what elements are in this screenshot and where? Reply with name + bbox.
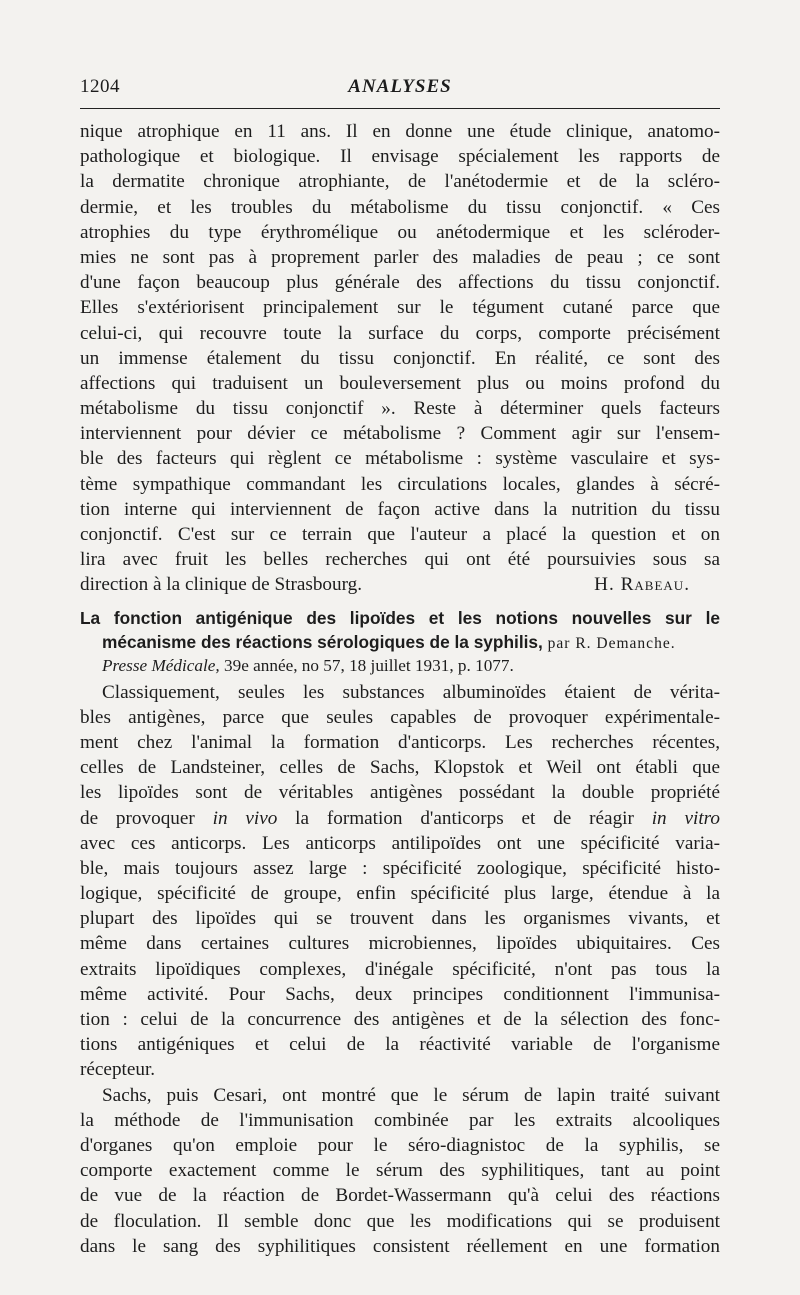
text-line: Classiquement, seules les substances albuminoïdes étaient de vérita- bbox=[102, 681, 720, 703]
text-line: plupart des lipoïdes qui se trouvent dans les organismes vivants, et bbox=[80, 908, 720, 930]
text-line: ble des facteurs qui règlent ce métabolisme : système vasculaire et sys- bbox=[80, 448, 720, 470]
previous-review-body bbox=[80, 119, 720, 572]
text-line: ment chez l'animal la formation d'anticorps. Les recherches récentes, bbox=[80, 731, 720, 753]
text-line: tème sympathique commandant les circulations locales, glandes à sécré- bbox=[80, 473, 720, 495]
page bbox=[80, 70, 720, 1259]
text-line: atrophies du type érythromélique ou anétodermique et les scléroder- bbox=[80, 221, 720, 243]
text-line: un immense étalement du tissu conjonctif. En réalité, ce sont des bbox=[80, 347, 720, 369]
text-line: nique atrophique en 11 ans. Il en donne une étude clinique, anatomo- bbox=[80, 121, 720, 142]
page-number: 1204 bbox=[80, 76, 120, 97]
running-head bbox=[80, 70, 720, 102]
text-line: ble, mais toujours assez large : spécificité zoologique, spécificité histo- bbox=[80, 857, 720, 879]
text-line: celui-ci, qui recouvre toute la surface du corps, comporte précisément bbox=[80, 322, 720, 344]
text-line: la méthode de l'immunisation combinée par les extraits alcooliques bbox=[80, 1109, 720, 1131]
text-line: les lipoïdes sont de véritables antigènes possédant la double propriété bbox=[80, 782, 720, 804]
text-line: conjonctif. C'est sur ce terrain que l'auteur a placé la question et on bbox=[80, 524, 720, 545]
article-entry bbox=[80, 606, 720, 1259]
article-title-line-2 bbox=[80, 630, 720, 654]
previous-review-closing-text: direction à la clinique de Strasbourg. bbox=[80, 574, 363, 596]
text-line: dans le sang des syphilitiques consistent réellement en une formation bbox=[80, 1235, 720, 1257]
text-line: avec ces anticorps. Les anticorps antilipoïdes ont une spécificité varia- bbox=[80, 832, 720, 854]
text-line: la dermatite chronique atrophiante, de l'anétodermie et de la scléro- bbox=[80, 171, 720, 193]
text-line: dermie, et les troubles du métabolisme du tissu conjonctif. « Ces bbox=[80, 196, 720, 218]
text-line: interviennent pour dévier ce métabolisme ? Comment agir sur l'ensem- bbox=[80, 423, 720, 445]
text-line: tion interne qui interviennent de façon active dans la nutrition du tissu bbox=[80, 498, 720, 520]
text-line: celles de Landsteiner, celles de Sachs, Klopstok et Weil ont établi que bbox=[80, 757, 720, 779]
text-line: extraits lipoïdiques complexes, d'inégale spécificité, n'ont pas tous la bbox=[80, 958, 720, 980]
text-line: même activité. Pour Sachs, deux principes conditionnent l'immunisa- bbox=[80, 983, 720, 1005]
reviewer-signature: H. Rabeau. bbox=[594, 574, 690, 596]
text-line: pathologique et biologique. Il envisage spécialement les rapports de bbox=[80, 146, 720, 168]
text-line: Elles s'extériorisent principalement sur le tégument cutané parce que bbox=[80, 297, 720, 319]
article-author: par R. Demanche. bbox=[547, 634, 676, 652]
text-line: même dans certaines cultures microbiennes, lipoïdes ubiquitaires. Ces bbox=[80, 933, 720, 955]
previous-review-last-line bbox=[80, 572, 720, 597]
text-line: tions antigéniques et celui de la réactivité variable de l'organisme bbox=[80, 1034, 720, 1056]
journal-name: Presse Médicale, bbox=[102, 655, 220, 675]
article-paragraph-2 bbox=[80, 1083, 720, 1259]
text-line: comporte exactement comme le sérum des syphilitiques, tant au point bbox=[80, 1160, 720, 1182]
section-break bbox=[80, 598, 720, 606]
article-title-continuation: mécanisme des réactions sérologiques de la syphilis, bbox=[102, 631, 543, 652]
citation-details: 39e année, no 57, 18 juillet 1931, p. 1077. bbox=[224, 655, 514, 675]
previous-review bbox=[80, 119, 720, 598]
text-line: tion : celui de la concurrence des antigènes et de la sélection des fonc- bbox=[80, 1009, 720, 1030]
article-title-line-1: La fonction antigénique des lipoïdes et les notions nouvelles sur le bbox=[80, 607, 720, 628]
text-line: de vue de la réaction de Bordet-Wassermann qu'à celui des réactions bbox=[80, 1185, 720, 1207]
text-line: de floculation. Il semble donc que les modifications qui se produisent bbox=[80, 1210, 720, 1232]
running-title: ANALYSES bbox=[348, 76, 452, 97]
article-paragraph-1 bbox=[80, 680, 720, 1058]
article-citation bbox=[80, 654, 720, 680]
text-line: bles antigènes, parce que seules capables de provoquer expérimentale- bbox=[80, 706, 720, 728]
article-paragraph-1-last-line: récepteur. bbox=[80, 1059, 156, 1081]
text-line: métabolisme du tissu conjonctif ». Reste à déterminer quels facteurs bbox=[80, 398, 720, 420]
text-line: logique, spécificité de groupe, enfin spécificité plus large, étendue à la bbox=[80, 883, 720, 905]
text-line: mies ne sont pas à proprement parler des maladies de peau ; ce sont bbox=[80, 246, 720, 268]
text-line: Sachs, puis Cesari, ont montré que le sérum de lapin traité suivant bbox=[102, 1084, 720, 1106]
header-rule bbox=[80, 108, 720, 109]
text-line: d'organes qu'on emploie pour le séro-diagnistoc de la syphilis, se bbox=[80, 1134, 720, 1156]
text-line: de provoquer in vivo la formation d'anticorps et de réagir in vitro bbox=[80, 807, 720, 829]
text-line: affections qui traduisent un bouleversement plus ou moins profond du bbox=[80, 372, 720, 394]
text-line: lira avec fruit les belles recherches qui ont été poursuivies sous sa bbox=[80, 549, 720, 571]
text-line: d'une façon beaucoup plus générale des affections du tissu conjonctif. bbox=[80, 272, 720, 294]
